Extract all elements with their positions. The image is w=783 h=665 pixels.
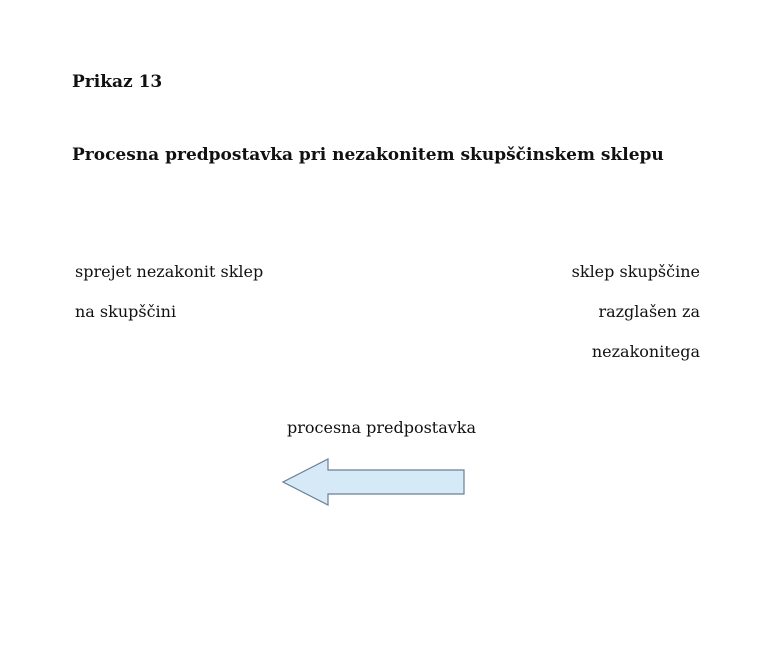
edge-label: procesna predpostavka bbox=[287, 418, 477, 437]
left-node-line-1: sprejet nezakonit sklep bbox=[75, 262, 264, 281]
figure-label: Prikaz 13 bbox=[72, 72, 163, 92]
right-node-line-2: razglašen za bbox=[598, 302, 700, 321]
right-node-line-3: nezakonitega bbox=[591, 342, 700, 361]
left-arrow-icon bbox=[280, 456, 470, 510]
figure-title: Procesna predpostavka pri nezakonitem skupščinskem sklepu bbox=[72, 145, 664, 165]
arrow-shape bbox=[283, 459, 464, 505]
left-node-line-2: na skupščini bbox=[75, 302, 177, 321]
right-node-line-1: sklep skupščine bbox=[571, 262, 700, 281]
